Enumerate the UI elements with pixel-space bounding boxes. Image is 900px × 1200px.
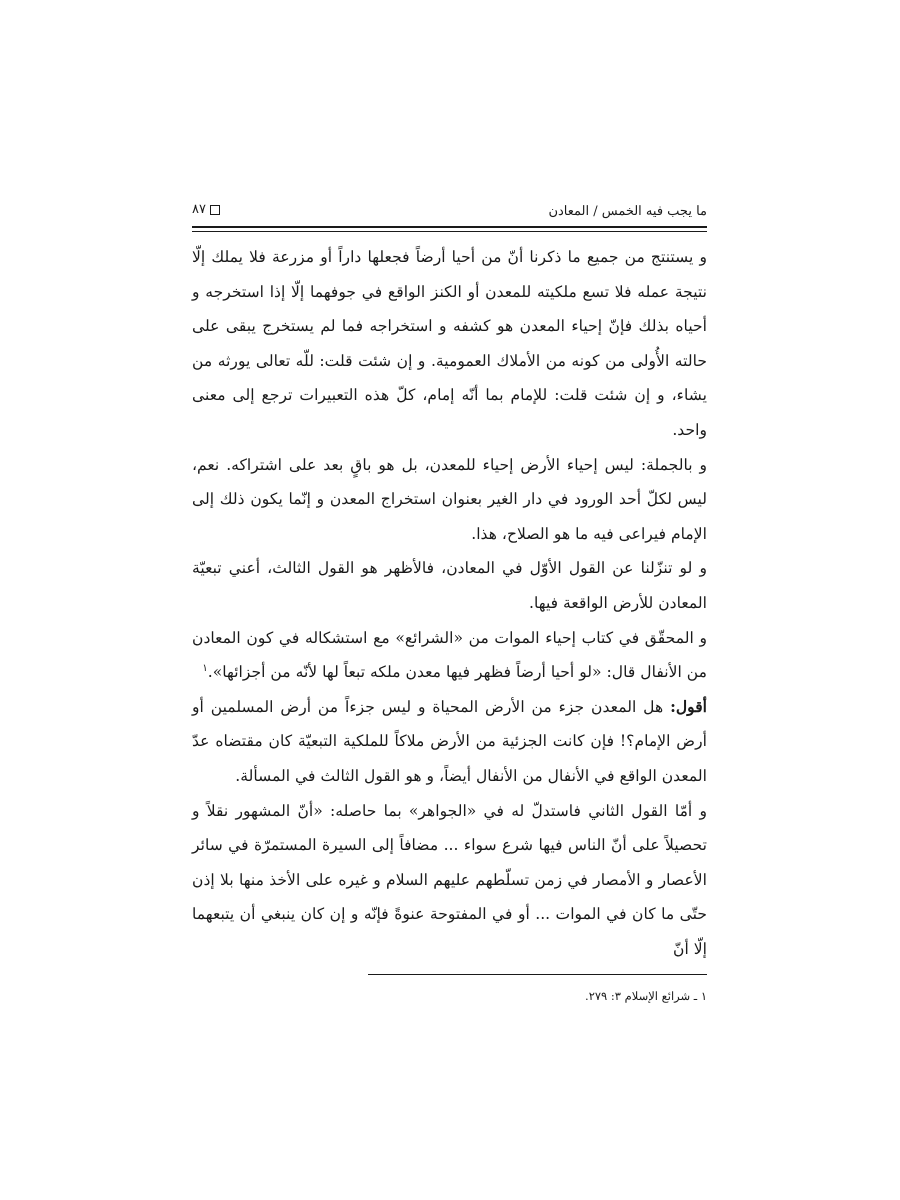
paragraph-text: و أمّا القول الثاني فاستدلّ له في «الجواهر» بما حاصله: «أنّ المشهور نقلاً و تحصيلاً على أنّ الناس فيها شرع سواء ... مضافاً إلى السيرة المستمرّة في سائر الأعصار و الأمصار في زمن تسلّطهم عليهم السلام و غيره على الأخذ منها بلا إذن حتّى ما كان في الموات ... أو في المفتوحة عنوةً فإنّه و إن كان ينبغي أن يتبعهما إلّا أنّ	[192, 801, 707, 958]
paragraph-6	[192, 794, 707, 967]
footnote-1: ١ ـ شرائع الإسلام ٣: ٢٧٩.	[585, 989, 707, 1004]
paragraph-4	[192, 621, 707, 690]
paragraph-text: و بالجملة: ليس إحياء الأرض إحياء للمعدن، بل هو باقٍ بعد على اشتراكه. نعم، ليس لكلّ أحد الورود في دار الغير بعنوان استخراج المعدن و إنّما يكون ذلك إلى الإمام فيراعى فيه ما هو الصلاح، هذا.	[192, 455, 707, 543]
paragraph-1	[192, 240, 707, 448]
paragraph-3	[192, 551, 707, 620]
paragraph-text: هل المعدن جزء من الأرض المحياة و ليس جزءاً من أرض المسلمين أو أرض الإمام؟! فإن كانت الجزئية من الأرض ملاكاً للملكية التبعيّة كان مقتضاه عدّ المعدن الواقع في الأنفال من الأنفال أيضاً، و هو القول الثالث في المسألة.	[192, 697, 707, 785]
footnote-separator	[368, 974, 707, 975]
running-title: ما يجب فيه الخمس / المعادن	[548, 204, 707, 219]
page-number: ٨٧	[192, 202, 206, 217]
footnote-reference[interactable]: ١	[202, 662, 208, 674]
paragraph-2	[192, 448, 707, 552]
body-text	[192, 240, 707, 966]
running-header	[192, 198, 707, 222]
paragraph-text: و المحقّق في كتاب إحياء الموات من «الشرائع» مع استشكاله في كون المعادن من الأنفال قال: «لو أحيا أرضاً فظهر فيها معدن ملكه تبعاً لها لأنّه من أجزائها».	[192, 628, 707, 682]
paragraph-5	[192, 690, 707, 794]
paragraph-lead: أقول:	[670, 696, 707, 716]
paragraph-text: و يستنتج من جميع ما ذكرنا أنّ من أحيا أرضاً فجعلها داراً أو مزرعة فلا يملك إلّا نتيجة عمله فلا تسع ملكيته للمعدن أو الكنز الواقع في جوفهما إلّا إذا استخرجه و أحياه بذلك فإنّ إحياء المعدن هو كشفه و استخراجه فما لم يستخرج يبقى على حالته الأُولى من كونه من الأملاك العمومية. و إن شئت قلت: للّه تعالى يورثه من يشاء، و إن شئت قلت: للإمام بما أنّه إمام، كلّ هذه التعبيرات ترجع إلى معنى واحد.	[192, 248, 707, 439]
page-number-group	[192, 198, 220, 222]
paragraph-text: و لو تنزّلنا عن القول الأوّل في المعادن، فالأظهر هو القول الثالث، أعني تبعيّة المعادن للأرض الواقعة فيها.	[192, 559, 707, 612]
header-double-rule	[192, 226, 707, 232]
book-page	[192, 198, 707, 1005]
square-outline-icon	[210, 205, 220, 215]
